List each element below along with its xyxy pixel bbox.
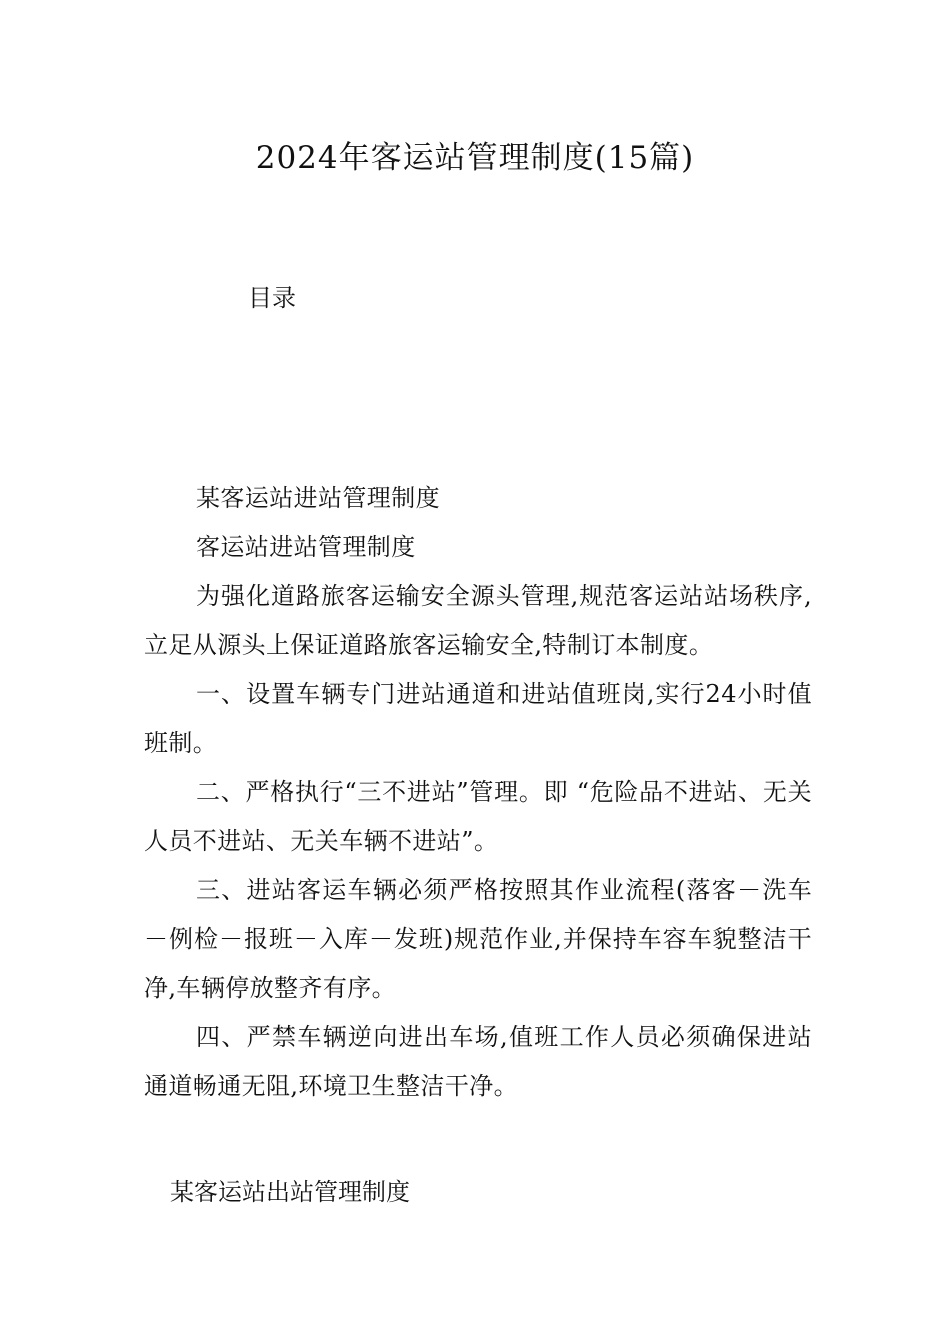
- document-title: 2024年客运站管理制度(15篇): [255, 140, 695, 176]
- body-paragraph: 一、设置车辆专门进站通道和进站值班岗,实行24小时值班制。: [144, 680, 812, 757]
- body-paragraph: 四、严禁车辆逆向进出车场,值班工作人员必须确保进站通道畅通无阻,环境卫生整洁干净。: [144, 1023, 812, 1100]
- body-paragraph: 二、严格执行“三不进站”管理。即 “危险品不进站、无关人员不进站、无关车辆不进站”。: [144, 778, 812, 855]
- document-body: [144, 474, 812, 1111]
- body-paragraph: 为强化道路旅客运输安全源头管理,规范客运站站场秩序,立足从源头上保证道路旅客运输安全,特制订本制度。: [144, 582, 812, 659]
- subsection-heading: 客运站进站管理制度: [196, 533, 416, 561]
- next-section-heading: 某客运站出站管理制度: [170, 1178, 410, 1206]
- toc-heading: 目录: [248, 284, 296, 312]
- body-paragraph: 三、进站客运车辆必须严格按照其作业流程(落客－洗车－例检－报班－入库－发班)规范作业,并保持车容车貌整洁干净,车辆停放整齐有序。: [144, 876, 812, 1002]
- section-heading: 某客运站进站管理制度: [196, 484, 440, 512]
